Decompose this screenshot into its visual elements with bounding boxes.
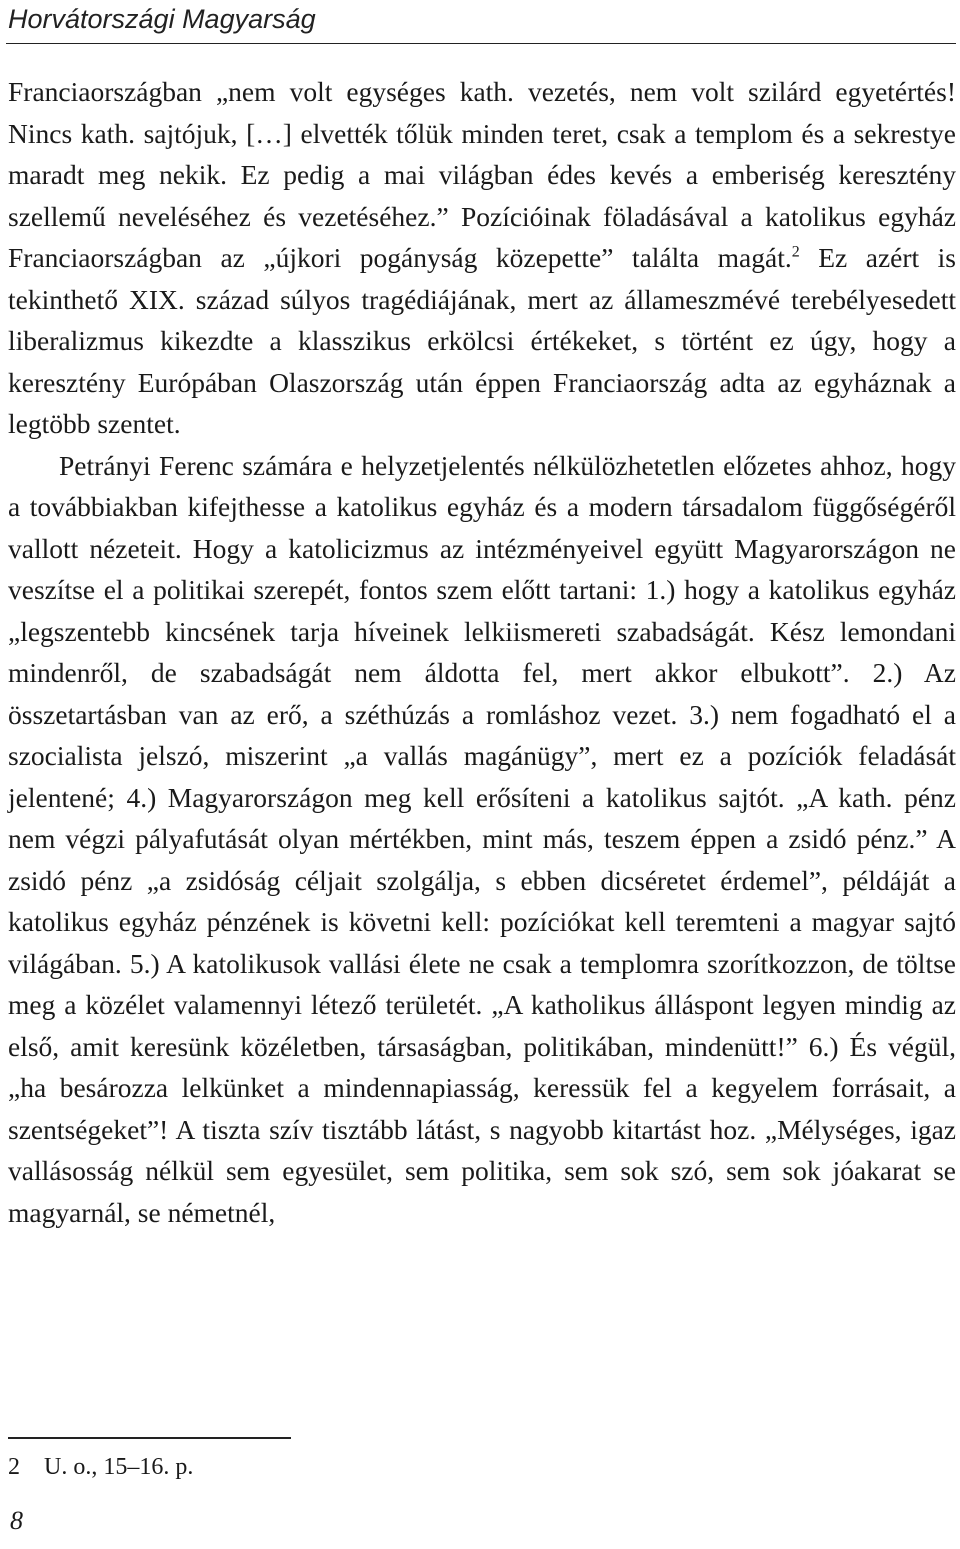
main-text [8, 71, 956, 1233]
page-number: 8 [10, 1506, 23, 1535]
paragraph-1-text-after-ref: Ez azért is tekinthető XIX. század súlyos tragédiájának, mert az állameszmévé terebélyesedett liberalizmus kikezdte a klasszikus erkölcsi értékeket, s történt ez úgy, hogy a keresztény Európában Olaszország után éppen Franciaország adta az egyháznak a legtöbb szentet. [8, 242, 957, 439]
footnote-reference: 2 [791, 243, 800, 261]
paragraph-1-text-before-ref: Franciaországban „nem volt egységes kath. vezetés, nem volt szilárd egyetértés! Nincs kath. sajtójuk, […] elvették tőlük minden teret, csak a templom és a sekrestye maradt meg nekik. Ez pedig a mai világban édes kevés a emberiség keresztény szellemű neveléséhez és vezetéséhez.” Pozícióinak föladásával a katolikus egyház Franciaországban az „újkori pogányság közepette” találta magát. [8, 76, 956, 273]
running-head: Horvátországi Magyarság [8, 4, 316, 34]
footnote [8, 1452, 193, 1482]
footnote-rule [8, 1437, 291, 1439]
paragraph-1 [8, 71, 956, 445]
footnote-text: U. o., 15–16. p. [44, 1454, 194, 1480]
header-rule [6, 43, 956, 44]
paragraph-2: Petrányi Ferenc számára e helyzetjelentés nélkülözhetetlen előzetes ahhoz, hogy a továbbiakban kifejthesse a katolikus egyház és a modern társadalom függőségéről vallott nézeteit. Hogy a katolicizmus az intézményeivel együtt Magyarországon ne veszítse el a politikai szerepét, fontos szem előtt tartani: 1.) hogy a katolikus egyház „legszentebb kincsének tarja híveinek lelkiismereti szabadságát. Kész lemondani mindenről, de szabadságát nem áldotta fel, mert akkor elbukott”. 2.) Az összetartásban van az erő, a széthúzás a romláshoz vezet. 3.) nem fogadható el a szocialista jelszó, miszerint „a vallás magánügy”, mert ez a pozíciók feladását jelentené; 4.) Magyarországon meg kell erősíteni a katolikus sajtót. „A kath. pénz nem végzi pályafutását olyan mértékben, mint más, teszem éppen a zsidó pénz.” A zsidó pénz „a zsidóság céljait szolgálja, s ebben dicséretet érdemel”, példáját a katolikus egyház pénzének is követni kell: pozíciókat kell teremteni a magyar sajtó világában. 5.) A katolikusok vallási élete ne csak a templomra szorítkozzon, de töltse meg a közélet valamennyi létező területét. „A katholikus álláspont legyen mindig az első, amit keresünk közéletben, társaságban, politikában, mindenütt!” 6.) És végül, „ha besározza lelkünket a mindennapiasság, keressük fel a kegyelem forrásait, a szentségeket”! A tiszta szív tisztább látást, s nagyobb kitartást hoz. „Mélységes, igaz vallásosság nélkül sem egyesület, sem politika, sem sok szó, sem sok jóakarat se magyarnál, se németnél, [8, 449, 956, 1228]
footnote-number: 2 [8, 1454, 20, 1480]
